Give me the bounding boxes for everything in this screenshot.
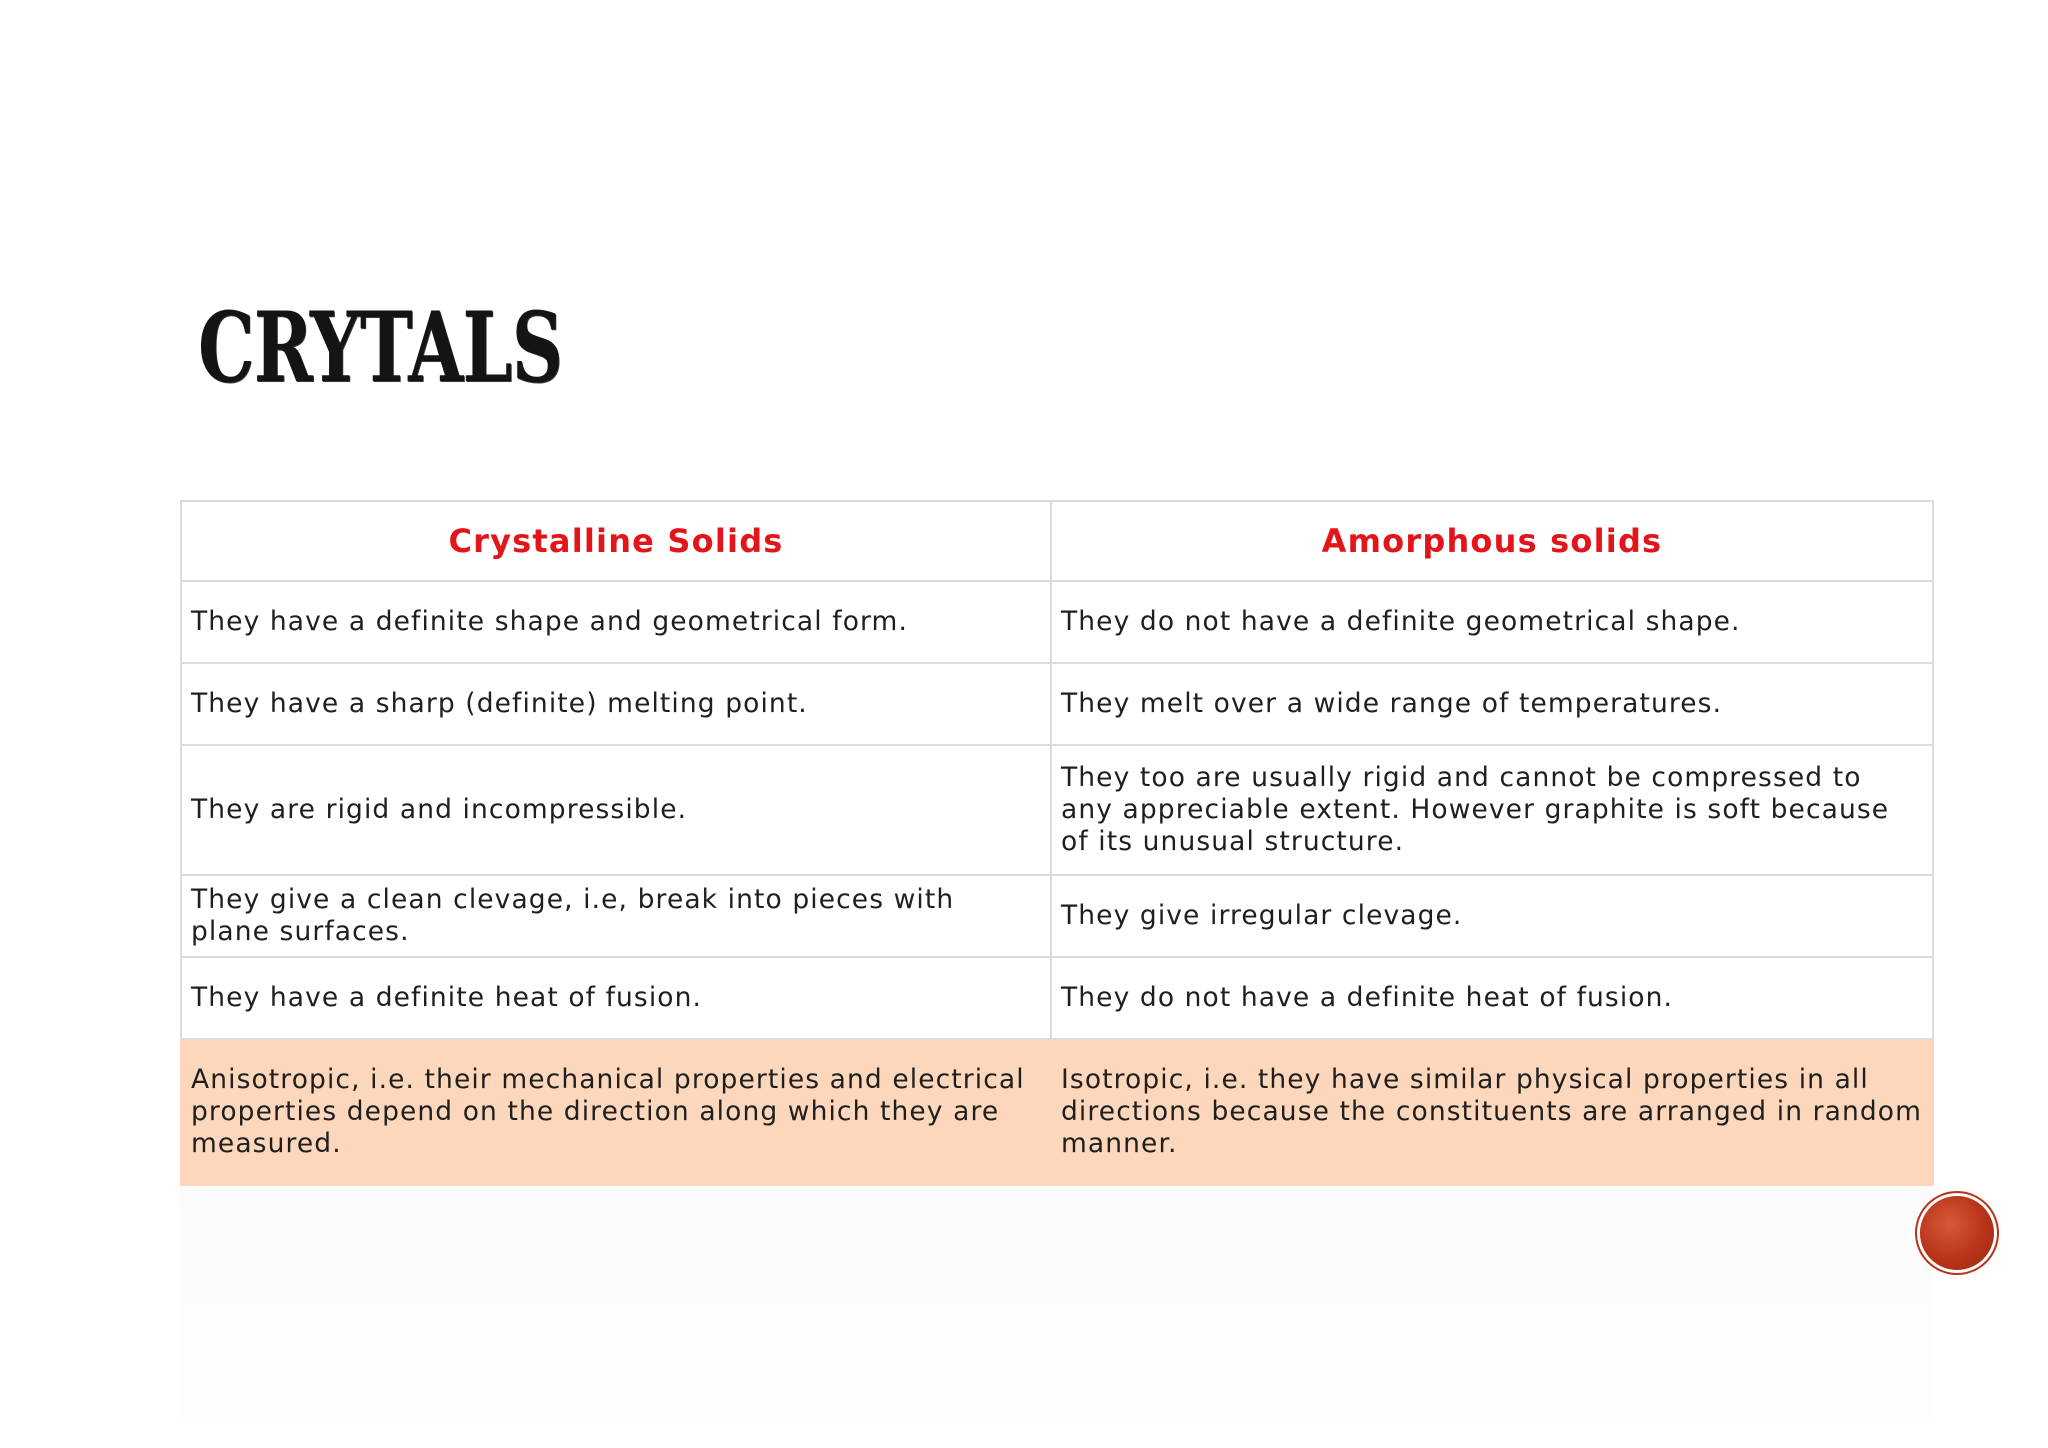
cell-amorphous: They give irregular clevage. [1051,875,1933,957]
table-header-row [181,501,1933,581]
cell-crystalline: Anisotropic, i.e. their mechanical properties and electrical properties depend on the direction along which they are measured. [181,1039,1051,1185]
table-row [181,875,1933,957]
header-amorphous: Amorphous solids [1051,501,1933,581]
table-row-highlight [181,1039,1933,1185]
table-row [181,581,1933,663]
cell-amorphous: They do not have a definite geometrical shape. [1051,581,1933,663]
cell-amorphous: They do not have a definite heat of fusion. [1051,957,1933,1039]
cell-amorphous: They melt over a wide range of temperatures. [1051,663,1933,745]
table-shadow [180,1190,1932,1440]
header-crystalline: Crystalline Solids [181,501,1051,581]
cell-amorphous: Isotropic, i.e. they have similar physical properties in all directions because the constituents are arranged in random manner. [1051,1039,1933,1185]
cell-crystalline: They have a definite heat of fusion. [181,957,1051,1039]
table-row [181,745,1933,875]
table-row [181,663,1933,745]
cell-crystalline: They give a clean clevage, i.e, break into pieces with plane surfaces. [181,875,1051,957]
cell-amorphous: They too are usually rigid and cannot be compressed to any appreciable extent. However graphite is soft because of its unusual structure. [1051,745,1933,875]
circle-button-icon[interactable] [1920,1196,1994,1270]
cell-crystalline: They have a sharp (definite) melting point. [181,663,1051,745]
cell-crystalline: They are rigid and incompressible. [181,745,1051,875]
slide-title: CRYTALS [198,291,563,404]
table-row [181,957,1933,1039]
cell-crystalline: They have a definite shape and geometrical form. [181,581,1051,663]
comparison-table [180,500,1934,1186]
